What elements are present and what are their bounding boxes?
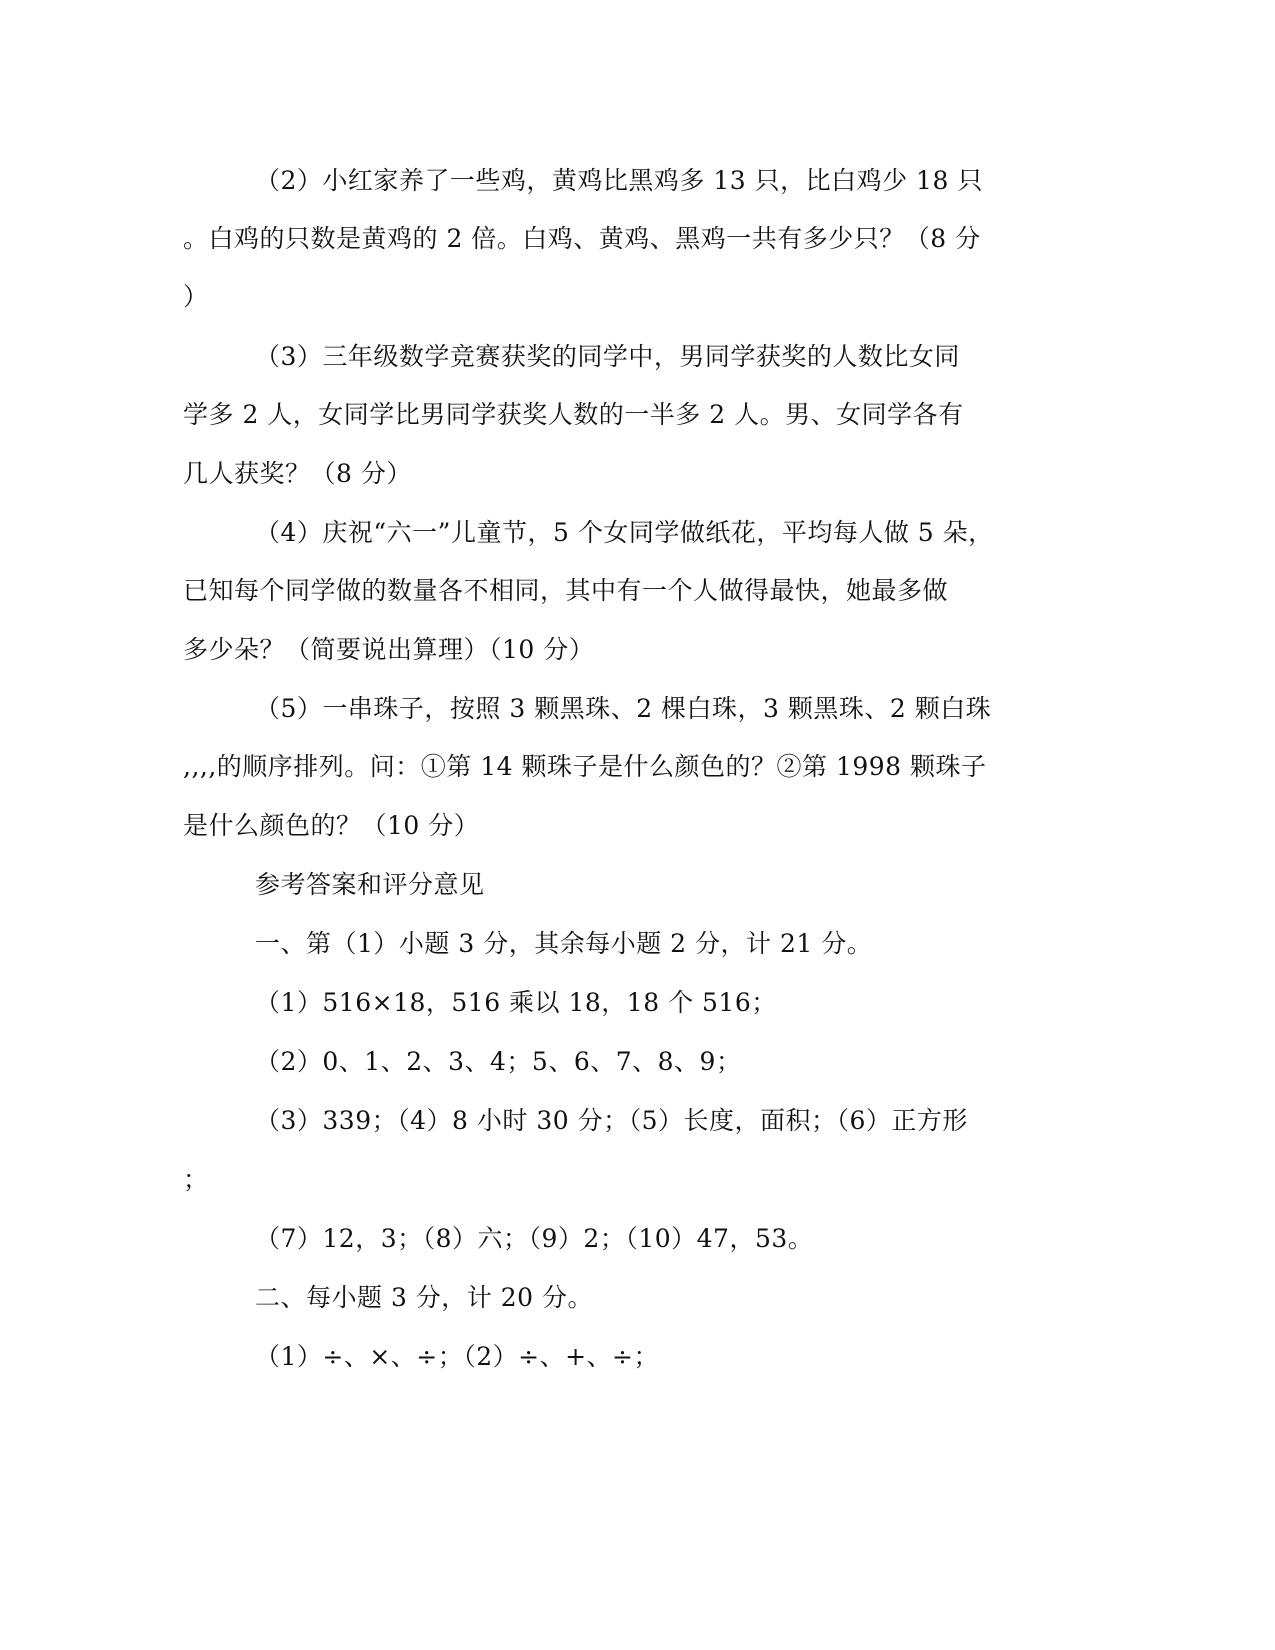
text-line-q4-3: 多少朵？（简要说出算理）（10 分）: [183, 635, 595, 664]
answer-line-3-cont: ；: [183, 1165, 209, 1194]
answers-heading: 参考答案和评分意见: [255, 870, 485, 899]
text-line-q2-3: ）: [183, 282, 209, 311]
text-line-q5-2: ,,,,的顺序排列。问：①第 14 颗珠子是什么颜色的？②第 1998 颗珠子: [183, 752, 987, 781]
text-line-q2-1: （2）小红家养了一些鸡，黄鸡比黑鸡多 13 只，比白鸡少 18 只: [255, 166, 983, 195]
text-line-q3-3: 几人获奖？（8 分）: [183, 459, 412, 488]
answer-section-2-line-1: （1）÷、×、÷；（2）÷、+、÷；: [255, 1342, 659, 1371]
answer-line-2: （2）0、1、2、3、4；5、6、7、8、9；: [255, 1047, 742, 1076]
answer-section-2-heading: 二、每小题 3 分，计 20 分。: [255, 1283, 594, 1312]
text-line-q3-2: 学多 2 人，女同学比男同学获奖人数的一半多 2 人。男、女同学各有: [183, 400, 964, 429]
text-line-q5-3: 是什么颜色的？（10 分）: [183, 811, 480, 840]
text-line-q2-2: 。白鸡的只数是黄鸡的 2 倍。白鸡、黄鸡、黑鸡一共有多少只？（8 分: [183, 224, 981, 253]
answer-line-3: （3）339；（4）8 小时 30 分；（5）长度，面积；（6）正方形: [255, 1106, 968, 1135]
text-line-q4-1: （4）庆祝“六一”儿童节，5 个女同学做纸花，平均每人做 5 朵，: [255, 518, 994, 547]
answer-section-1-heading: 一、第（1）小题 3 分，其余每小题 2 分，计 21 分。: [255, 929, 873, 958]
answer-line-1: （1）516×18，516 乘以 18，18 个 516；: [255, 988, 777, 1017]
text-line-q5-1: （5）一串珠子，按照 3 颗黑珠、2 棵白珠，3 颗黑珠、2 颗白珠: [255, 694, 992, 723]
text-line-q3-1: （3）三年级数学竞赛获奖的同学中，男同学获奖的人数比女同: [255, 342, 960, 371]
text-line-q4-2: 已知每个同学做的数量各不相同，其中有一个人做得最快，她最多做: [183, 576, 949, 605]
answer-line-7: （7）12，3；（8）六；（9）2；（10）47，53。: [255, 1224, 814, 1253]
